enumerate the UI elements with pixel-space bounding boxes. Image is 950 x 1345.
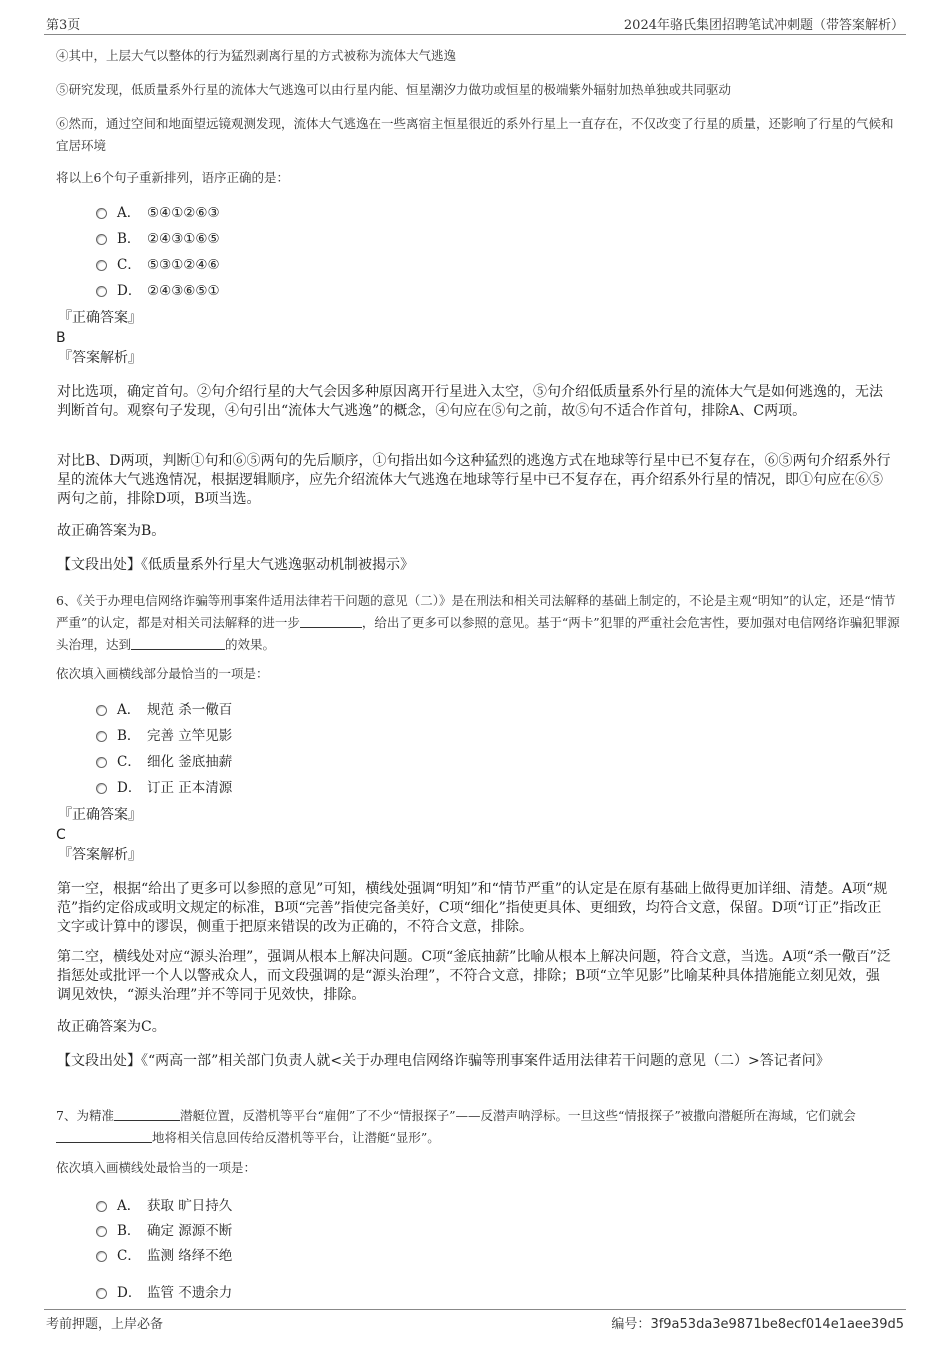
option-c[interactable]: C． 细化 釜底抽薪 — [96, 751, 232, 773]
question-prompt: 将以上6个句子重新排列，语序正确的是： — [56, 170, 289, 185]
radio-button[interactable] — [96, 208, 107, 219]
radio-button[interactable] — [96, 1288, 107, 1299]
radio-button[interactable] — [96, 1251, 107, 1262]
option-b[interactable]: B． 确定 源源不断 — [96, 1220, 232, 1242]
sentence-6: ⑥然而，通过空间和地面望远镜观测发现，流体大气逃逸在一些离宿主恒星很近的系外行星上一直存在，不仅改变了行星的质量，还影响了行星的气候和宜居环境 — [56, 116, 894, 153]
blank-1 — [114, 1108, 180, 1121]
option-d[interactable]: D． 监管 不遗余力 — [96, 1282, 232, 1304]
sentence-5: ⑤研究发现，低质量系外行星的流体大气逃逸可以由行星内能、恒星潮汐力做功或恒星的极端紫外辐射加热单独或共同驱动 — [56, 82, 732, 97]
question-stem: 7、为精准 潜艇位置，反潜机等平台“雇佣”了不少“情报探子”——反潜声呐浮标。一旦这些“情报探子”被撒向潜艇所在海域，它们就会地将相关信息回传给反潜机等平台，让潜艇“显形”。 — [56, 1108, 856, 1145]
question-prompt: 依次填入画横线处最恰当的一项是： — [56, 1160, 257, 1175]
option-b[interactable]: B． ②④③①⑥⑤ — [96, 228, 220, 250]
answer-label: 『正确答案』 — [58, 310, 142, 326]
option-a[interactable]: A． 规范 杀一儆百 — [96, 699, 232, 721]
option-c[interactable]: C． ⑤③①②④⑥ — [96, 254, 220, 276]
radio-button[interactable] — [96, 757, 107, 768]
radio-button[interactable] — [96, 260, 107, 271]
blank-1 — [300, 615, 362, 628]
radio-button[interactable] — [96, 1201, 107, 1212]
analysis-label: 『答案解析』 — [58, 350, 142, 366]
analysis-conclusion: 故正确答案为B。 — [57, 523, 166, 539]
analysis-paragraph: 第二空，横线处对应“源头治理”，强调从根本上解决问题。C项“釜底抽薪”比喻从根本上解决问题，符合文意，当选。A项“杀一儆百”泛指惩处或批评一个人以警戒众人，而文段强调的是“源头治理”，不符合文意，排除；B项“立竿见影”比喻某种具体措施能立刻见效，强调见效快，“源头治理”并不等同于见效快，排除。 — [57, 949, 891, 1003]
radio-button[interactable] — [96, 705, 107, 716]
radio-button[interactable] — [96, 783, 107, 794]
source-citation: 【文段出处】《低质量系外行星大气逃逸驱动机制被揭示》 — [57, 557, 414, 573]
question-prompt: 依次填入画横线部分最恰当的一项是： — [56, 666, 269, 681]
page-number: 第3页 — [46, 18, 81, 33]
analysis-paragraph: 对比B、D两项，判断①句和⑥⑤两句的先后顺序，①句指出如今这种猛烈的逃逸方式在地球等行星中已不复存在，⑥⑤两句介绍系外行星的流体大气逃逸情况，根据逻辑顺序，应先介绍流体大气逃逸在地球等行星中已不复存在，再介绍系外行星的情况，即①句应在⑥⑤两句之前，排除D项，B项当选。 — [57, 453, 891, 507]
question-stem: 6、《关于办理电信网络诈骗等刑事案件适用法律若干问题的意见（二）》是在刑法和相关司法解释的基础上制定的，不论是主观“明知”的认定，还是“情节严重”的认定，都是对相关司法解释的进一步 ，给出了更多可以参照的意见。基于“两卡”犯罪的严重社会危害性，要加强对电信网络诈骗犯罪源头治理，达到 的效果。 — [56, 593, 900, 652]
radio-button[interactable] — [96, 234, 107, 245]
blank-2 — [131, 637, 225, 650]
header-divider — [44, 34, 906, 35]
option-b[interactable]: B． 完善 立竿见影 — [96, 725, 232, 747]
option-d[interactable]: D． 订正 正本清源 — [96, 777, 232, 799]
radio-button[interactable] — [96, 731, 107, 742]
sentence-4: ④其中，上层大气以整体的行为猛烈剥离行星的方式被称为流体大气逃逸 — [56, 48, 457, 63]
footer-divider — [44, 1309, 906, 1310]
analysis-paragraph: 对比选项，确定首句。②句介绍行星的大气会因多种原因离开行星进入太空，⑤句介绍低质量系外行星的流体大气是如何逃逸的，无法判断首句。观察句子发现，④句引出“流体大气逃逸”的概念，④句应在⑤句之前，故⑤句不适合作首句，排除A、C两项。 — [57, 384, 883, 419]
option-d[interactable]: D． ②④③⑥⑤① — [96, 280, 220, 302]
blank-2 — [56, 1130, 152, 1143]
answer-value: C — [56, 827, 66, 843]
radio-button[interactable] — [96, 1226, 107, 1237]
option-a[interactable]: A． ⑤④①②⑥③ — [96, 202, 220, 224]
option-a[interactable]: A． 获取 旷日持久 — [96, 1195, 232, 1217]
analysis-conclusion: 故正确答案为C。 — [57, 1019, 166, 1035]
radio-button[interactable] — [96, 286, 107, 297]
analysis-label: 『答案解析』 — [58, 847, 142, 863]
footer-slogan: 考前押题，上岸必备 — [46, 1317, 164, 1332]
answer-value: B — [56, 330, 66, 346]
document-title: 2024年骆氏集团招聘笔试冲刺题（带答案解析） — [623, 18, 904, 33]
answer-label: 『正确答案』 — [58, 807, 142, 823]
source-citation: 【文段出处】《“两高一部”相关部门负责人就<关于办理电信网络诈骗等刑事案件适用法律若干问题的意见（二）>答记者问》 — [57, 1053, 830, 1069]
option-c[interactable]: C． 监测 络绎不绝 — [96, 1245, 232, 1267]
document-id: 编号：3f9a53da3e9871be8ecf014e1aee39d5 — [611, 1317, 904, 1332]
analysis-paragraph: 第一空，根据“给出了更多可以参照的意见”可知，横线处强调“明知”和“情节严重”的认定是在原有基础上做得更加详细、清楚。A项“规范”指约定俗成或明文规定的标准，B项“完善”指使完备美好，C项“细化”指使更具体、更细致，均符合文意，保留。D项“订正”指改正文字或计算中的谬误，侧重于把原来错误的改为正确的，不符合文意，排除。 — [57, 881, 888, 935]
